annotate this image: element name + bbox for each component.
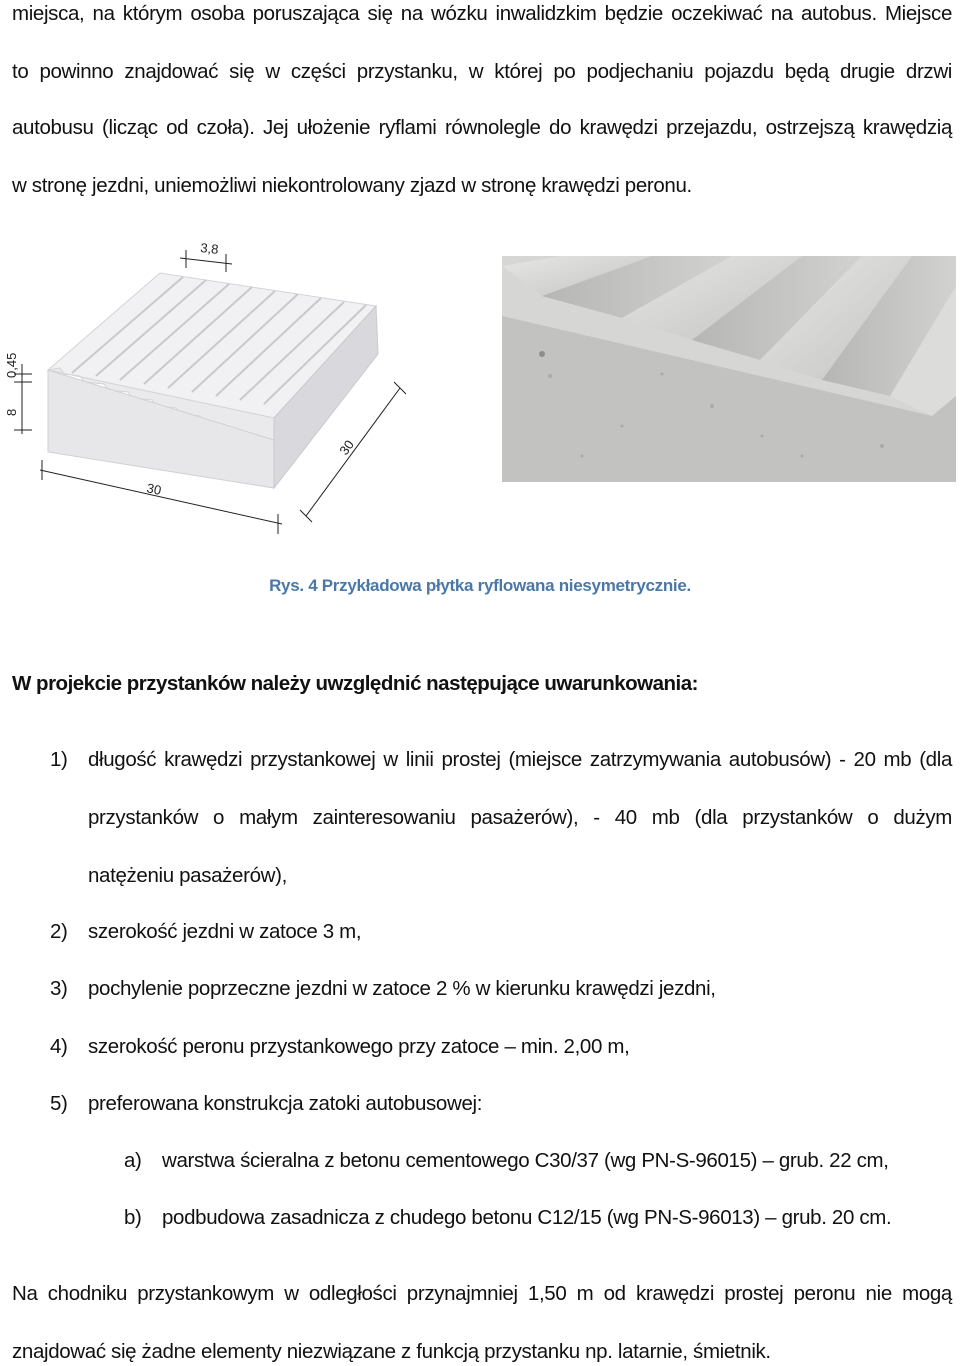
intro-line-4: w stronę jezdni, uniemożliwi niekontrolowany zjazd w stronę krawędzi peronu. [12, 174, 692, 197]
list-item-2: szerokość jezdni w zatoce 3 m, [88, 920, 362, 943]
sublist-item-b: podbudowa zasadnicza z chudego betonu C12/15 (wg PN-S-96013) – grub. 20 cm. [162, 1206, 892, 1229]
section-heading: W projekcie przystanków należy uwzględnić następujące uwarunkowania: [12, 672, 698, 695]
sublist-item-letter: a) [124, 1149, 142, 1172]
list-item-1-line-3: natężeniu pasażerów), [88, 864, 287, 887]
tile-technical-drawing [0, 228, 420, 548]
intro-line-3: autobusu (licząc od czoła). Jej ułożenie ryflami równolegle do krawędzi przejazdu, ostrzejszą krawędzią [12, 116, 952, 139]
dim-thickness: 8 [4, 408, 19, 416]
figure-caption: Rys. 4 Przykładowa płytka ryflowana niesymetrycznie. [269, 576, 691, 595]
intro-line-1: miejsca, na którym osoba poruszająca się na wózku inwalidzkim będzie oczekiwać na autobus. Miejsce [12, 2, 952, 25]
list-item-number: 5) [50, 1092, 68, 1115]
list-item-number: 2) [50, 920, 68, 943]
list-item-5: preferowana konstrukcja zatoki autobusowej: [88, 1092, 483, 1115]
list-item-1-line-2: przystanków o małym zainteresowaniu pasażerów), - 40 mb (dla przystanków o dużym [88, 806, 952, 829]
sublist-item-a: warstwa ścieralna z betonu cementowego C30/37 (wg PN-S-96015) – grub. 22 cm, [162, 1149, 889, 1172]
list-item-1-line-1: długość krawędzi przystankowej w linii prostej (miejsce zatrzymywania autobusów) - 20 mb (dla [88, 748, 952, 771]
intro-line-2: to powinno znajdować się w części przystanku, w której po podjechaniu pojazdu będą drugie drzwi [12, 60, 952, 83]
dim-width: 30 [145, 480, 163, 498]
closing-line-2: znajdować się żadne elementy niezwiązane z funkcją przystanku np. latarnie, śmietnik. [12, 1340, 771, 1363]
list-item-number: 1) [50, 748, 68, 771]
list-item-number: 4) [50, 1035, 68, 1058]
list-item-4: szerokość peronu przystankowego przy zatoce – min. 2,00 m, [88, 1035, 630, 1058]
tile-photo [502, 256, 956, 482]
sublist-item-letter: b) [124, 1206, 142, 1229]
dim-rib-height: 0,45 [4, 352, 19, 378]
closing-line-1: Na chodniku przystankowym w odległości przynajmniej 1,50 m od krawędzi prostej peronu nie mogą [12, 1282, 952, 1305]
dim-depth: 30 [336, 437, 357, 458]
list-item-number: 3) [50, 977, 68, 1000]
list-item-3: pochylenie poprzeczne jezdni w zatoce 2 % w kierunku krawędzi jezdni, [88, 977, 716, 1000]
dim-rib-width: 3,8 [199, 240, 220, 257]
